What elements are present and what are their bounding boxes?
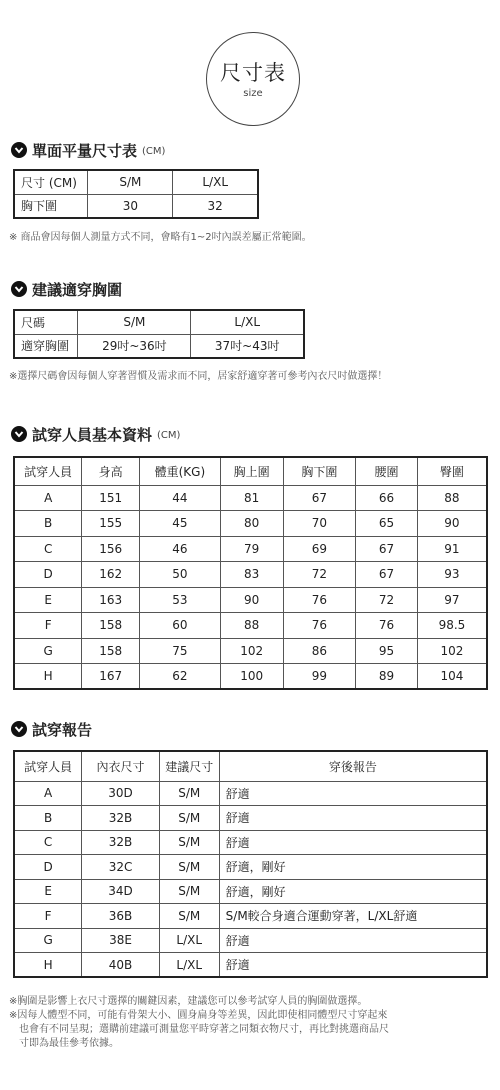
- column-header: 內衣尺寸: [82, 751, 160, 781]
- table-cell: 44: [140, 485, 221, 511]
- fit-report-table: [13, 750, 488, 978]
- badge-subtitle: size: [243, 88, 263, 99]
- table-cell: 45: [140, 511, 221, 537]
- column-header: 試穿人員: [14, 751, 82, 781]
- table-cell: 70: [283, 511, 356, 537]
- table-cell: 34D: [82, 879, 160, 904]
- bust-chart-heading: [11, 279, 122, 299]
- table-cell: 40B: [82, 953, 160, 978]
- table-cell: 32C: [82, 855, 160, 880]
- table-cell: 83: [220, 562, 283, 588]
- section-title: 試穿報告: [32, 720, 93, 739]
- table-cell: E: [14, 879, 82, 904]
- table-cell: S/M: [159, 781, 219, 806]
- table-row: [14, 638, 487, 664]
- table-cell: L/XL: [191, 310, 304, 334]
- table-cell: 舒適: [219, 830, 487, 855]
- table-cell: 100: [220, 664, 283, 690]
- size-chart-heading: [11, 140, 165, 160]
- table-cell: D: [14, 562, 82, 588]
- table-cell: C: [14, 830, 82, 855]
- table-row: [14, 170, 258, 194]
- table-cell: 尺寸 (CM): [14, 170, 88, 194]
- table-cell: 尺碼: [14, 310, 78, 334]
- table-row: [14, 511, 487, 537]
- table-cell: 舒適，剛好: [219, 879, 487, 904]
- table-cell: D: [14, 855, 82, 880]
- column-header: 胸下圍: [283, 457, 356, 485]
- table-row: [14, 664, 487, 690]
- note-line: ※胸圍是影響上衣尺寸選擇的關鍵因素，建議您可以參考試穿人員的胸圍做選擇。: [9, 996, 368, 1007]
- table-header-row: [14, 457, 487, 485]
- table-cell: 80: [220, 511, 283, 537]
- size-chart-badge: [206, 32, 300, 126]
- table-cell: C: [14, 536, 82, 562]
- table-cell: 38E: [82, 928, 160, 953]
- table-cell: 66: [356, 485, 418, 511]
- table-row: [14, 781, 487, 806]
- table-cell: 75: [140, 638, 221, 664]
- table-cell: 151: [82, 485, 140, 511]
- table-row: [14, 830, 487, 855]
- table-row: [14, 485, 487, 511]
- table-cell: 76: [283, 613, 356, 639]
- table-cell: 155: [82, 511, 140, 537]
- table-cell: 舒適: [219, 806, 487, 831]
- table-cell: 32: [173, 194, 258, 218]
- column-header: 胸上圍: [220, 457, 283, 485]
- table-cell: B: [14, 806, 82, 831]
- table-cell: 37吋~43吋: [191, 334, 304, 358]
- table-cell: 50: [140, 562, 221, 588]
- chevron-down-icon: [11, 721, 27, 737]
- table-cell: 91: [417, 536, 487, 562]
- table-cell: 102: [220, 638, 283, 664]
- table-row: [14, 334, 304, 358]
- table-cell: 舒適: [219, 781, 487, 806]
- model-info-heading: [11, 424, 180, 444]
- table-cell: 86: [283, 638, 356, 664]
- table-row: [14, 928, 487, 953]
- model-info-table: [13, 456, 488, 690]
- column-header: 建議尺寸: [159, 751, 219, 781]
- table-cell: S/M較合身適合運動穿著，L/XL舒適: [219, 904, 487, 929]
- table-cell: 32B: [82, 806, 160, 831]
- column-header: 穿後報告: [219, 751, 487, 781]
- table-row: [14, 194, 258, 218]
- note-line: ※因每人體型不同，可能有骨架大小、圓身扁身等差異，因此即使相同體型尺寸穿起來: [9, 1010, 388, 1021]
- table-row: [14, 587, 487, 613]
- table-cell: L/XL: [159, 953, 219, 978]
- section-unit: (CM): [142, 146, 166, 157]
- bust-chart-table: [13, 309, 305, 359]
- table-cell: 95: [356, 638, 418, 664]
- table-cell: 舒適: [219, 953, 487, 978]
- table-row: [14, 953, 487, 978]
- table-cell: A: [14, 781, 82, 806]
- section-title: 試穿人員基本資料: [32, 425, 153, 444]
- table-cell: 76: [356, 613, 418, 639]
- table-cell: S/M: [159, 830, 219, 855]
- bust-chart-note: ※選擇尺碼會因每個人穿著習慣及需求而不同，居家舒適穿著可參考內衣尺吋做選擇！: [9, 371, 388, 382]
- table-row: [14, 536, 487, 562]
- table-cell: 90: [220, 587, 283, 613]
- table-cell: 胸下圍: [14, 194, 88, 218]
- fit-report-heading: [11, 719, 92, 739]
- table-cell: S/M: [159, 806, 219, 831]
- table-cell: 89: [356, 664, 418, 690]
- note-line: 也會有不同呈現；選購前建議可測量您平時穿著之同類衣物尺寸，再比對挑選商品尺: [19, 1024, 389, 1035]
- table-cell: 99: [283, 664, 356, 690]
- column-header: 試穿人員: [14, 457, 82, 485]
- chevron-down-icon: [11, 426, 27, 442]
- table-cell: S/M: [78, 310, 191, 334]
- column-header: 體重(KG): [140, 457, 221, 485]
- table-row: [14, 613, 487, 639]
- table-cell: L/XL: [173, 170, 258, 194]
- table-cell: 76: [283, 587, 356, 613]
- table-cell: 167: [82, 664, 140, 690]
- size-chart-note: ※ 商品會因每個人測量方式不同，會略有1~2吋內誤差屬正常範圍。: [9, 232, 312, 243]
- table-cell: 30D: [82, 781, 160, 806]
- size-chart-table: [13, 169, 259, 219]
- table-cell: 29吋~36吋: [78, 334, 191, 358]
- table-cell: 72: [283, 562, 356, 588]
- table-cell: 67: [283, 485, 356, 511]
- table-cell: E: [14, 587, 82, 613]
- table-cell: 67: [356, 562, 418, 588]
- table-row: [14, 904, 487, 929]
- table-cell: 90: [417, 511, 487, 537]
- table-cell: 79: [220, 536, 283, 562]
- section-title: 單面平量尺寸表: [32, 141, 138, 160]
- table-row: [14, 855, 487, 880]
- table-cell: S/M: [159, 904, 219, 929]
- table-cell: 158: [82, 613, 140, 639]
- table-cell: 62: [140, 664, 221, 690]
- table-row: [14, 806, 487, 831]
- table-cell: 81: [220, 485, 283, 511]
- table-cell: 67: [356, 536, 418, 562]
- table-cell: F: [14, 904, 82, 929]
- table-cell: L/XL: [159, 928, 219, 953]
- column-header: 腰圍: [356, 457, 418, 485]
- column-header: 身高: [82, 457, 140, 485]
- table-cell: 舒適，剛好: [219, 855, 487, 880]
- table-cell: 104: [417, 664, 487, 690]
- table-cell: S/M: [88, 170, 173, 194]
- table-cell: H: [14, 953, 82, 978]
- fit-report-note: [9, 995, 389, 1051]
- table-cell: 163: [82, 587, 140, 613]
- table-row: [14, 562, 487, 588]
- table-cell: 舒適: [219, 928, 487, 953]
- table-cell: G: [14, 928, 82, 953]
- table-cell: 53: [140, 587, 221, 613]
- table-cell: 60: [140, 613, 221, 639]
- table-cell: 69: [283, 536, 356, 562]
- note-line: 寸即為最佳參考依據。: [19, 1038, 119, 1049]
- table-cell: 46: [140, 536, 221, 562]
- table-cell: S/M: [159, 879, 219, 904]
- section-title: 建議適穿胸圍: [32, 280, 123, 299]
- table-row: [14, 879, 487, 904]
- chevron-down-icon: [11, 281, 27, 297]
- table-cell: B: [14, 511, 82, 537]
- table-cell: 88: [220, 613, 283, 639]
- table-cell: 適穿胸圍: [14, 334, 78, 358]
- table-cell: A: [14, 485, 82, 511]
- table-cell: 65: [356, 511, 418, 537]
- table-cell: 98.5: [417, 613, 487, 639]
- table-cell: 162: [82, 562, 140, 588]
- table-cell: 32B: [82, 830, 160, 855]
- table-cell: 158: [82, 638, 140, 664]
- table-cell: 93: [417, 562, 487, 588]
- table-cell: 88: [417, 485, 487, 511]
- section-unit: (CM): [157, 430, 181, 441]
- table-header-row: [14, 751, 487, 781]
- table-cell: F: [14, 613, 82, 639]
- table-cell: 36B: [82, 904, 160, 929]
- table-cell: G: [14, 638, 82, 664]
- table-cell: 156: [82, 536, 140, 562]
- table-cell: 97: [417, 587, 487, 613]
- table-cell: 102: [417, 638, 487, 664]
- chevron-down-icon: [11, 142, 27, 158]
- table-cell: 72: [356, 587, 418, 613]
- column-header: 臀圍: [417, 457, 487, 485]
- table-row: [14, 310, 304, 334]
- table-cell: S/M: [159, 855, 219, 880]
- table-cell: 30: [88, 194, 173, 218]
- badge-title: 尺寸表: [220, 61, 286, 85]
- table-cell: H: [14, 664, 82, 690]
